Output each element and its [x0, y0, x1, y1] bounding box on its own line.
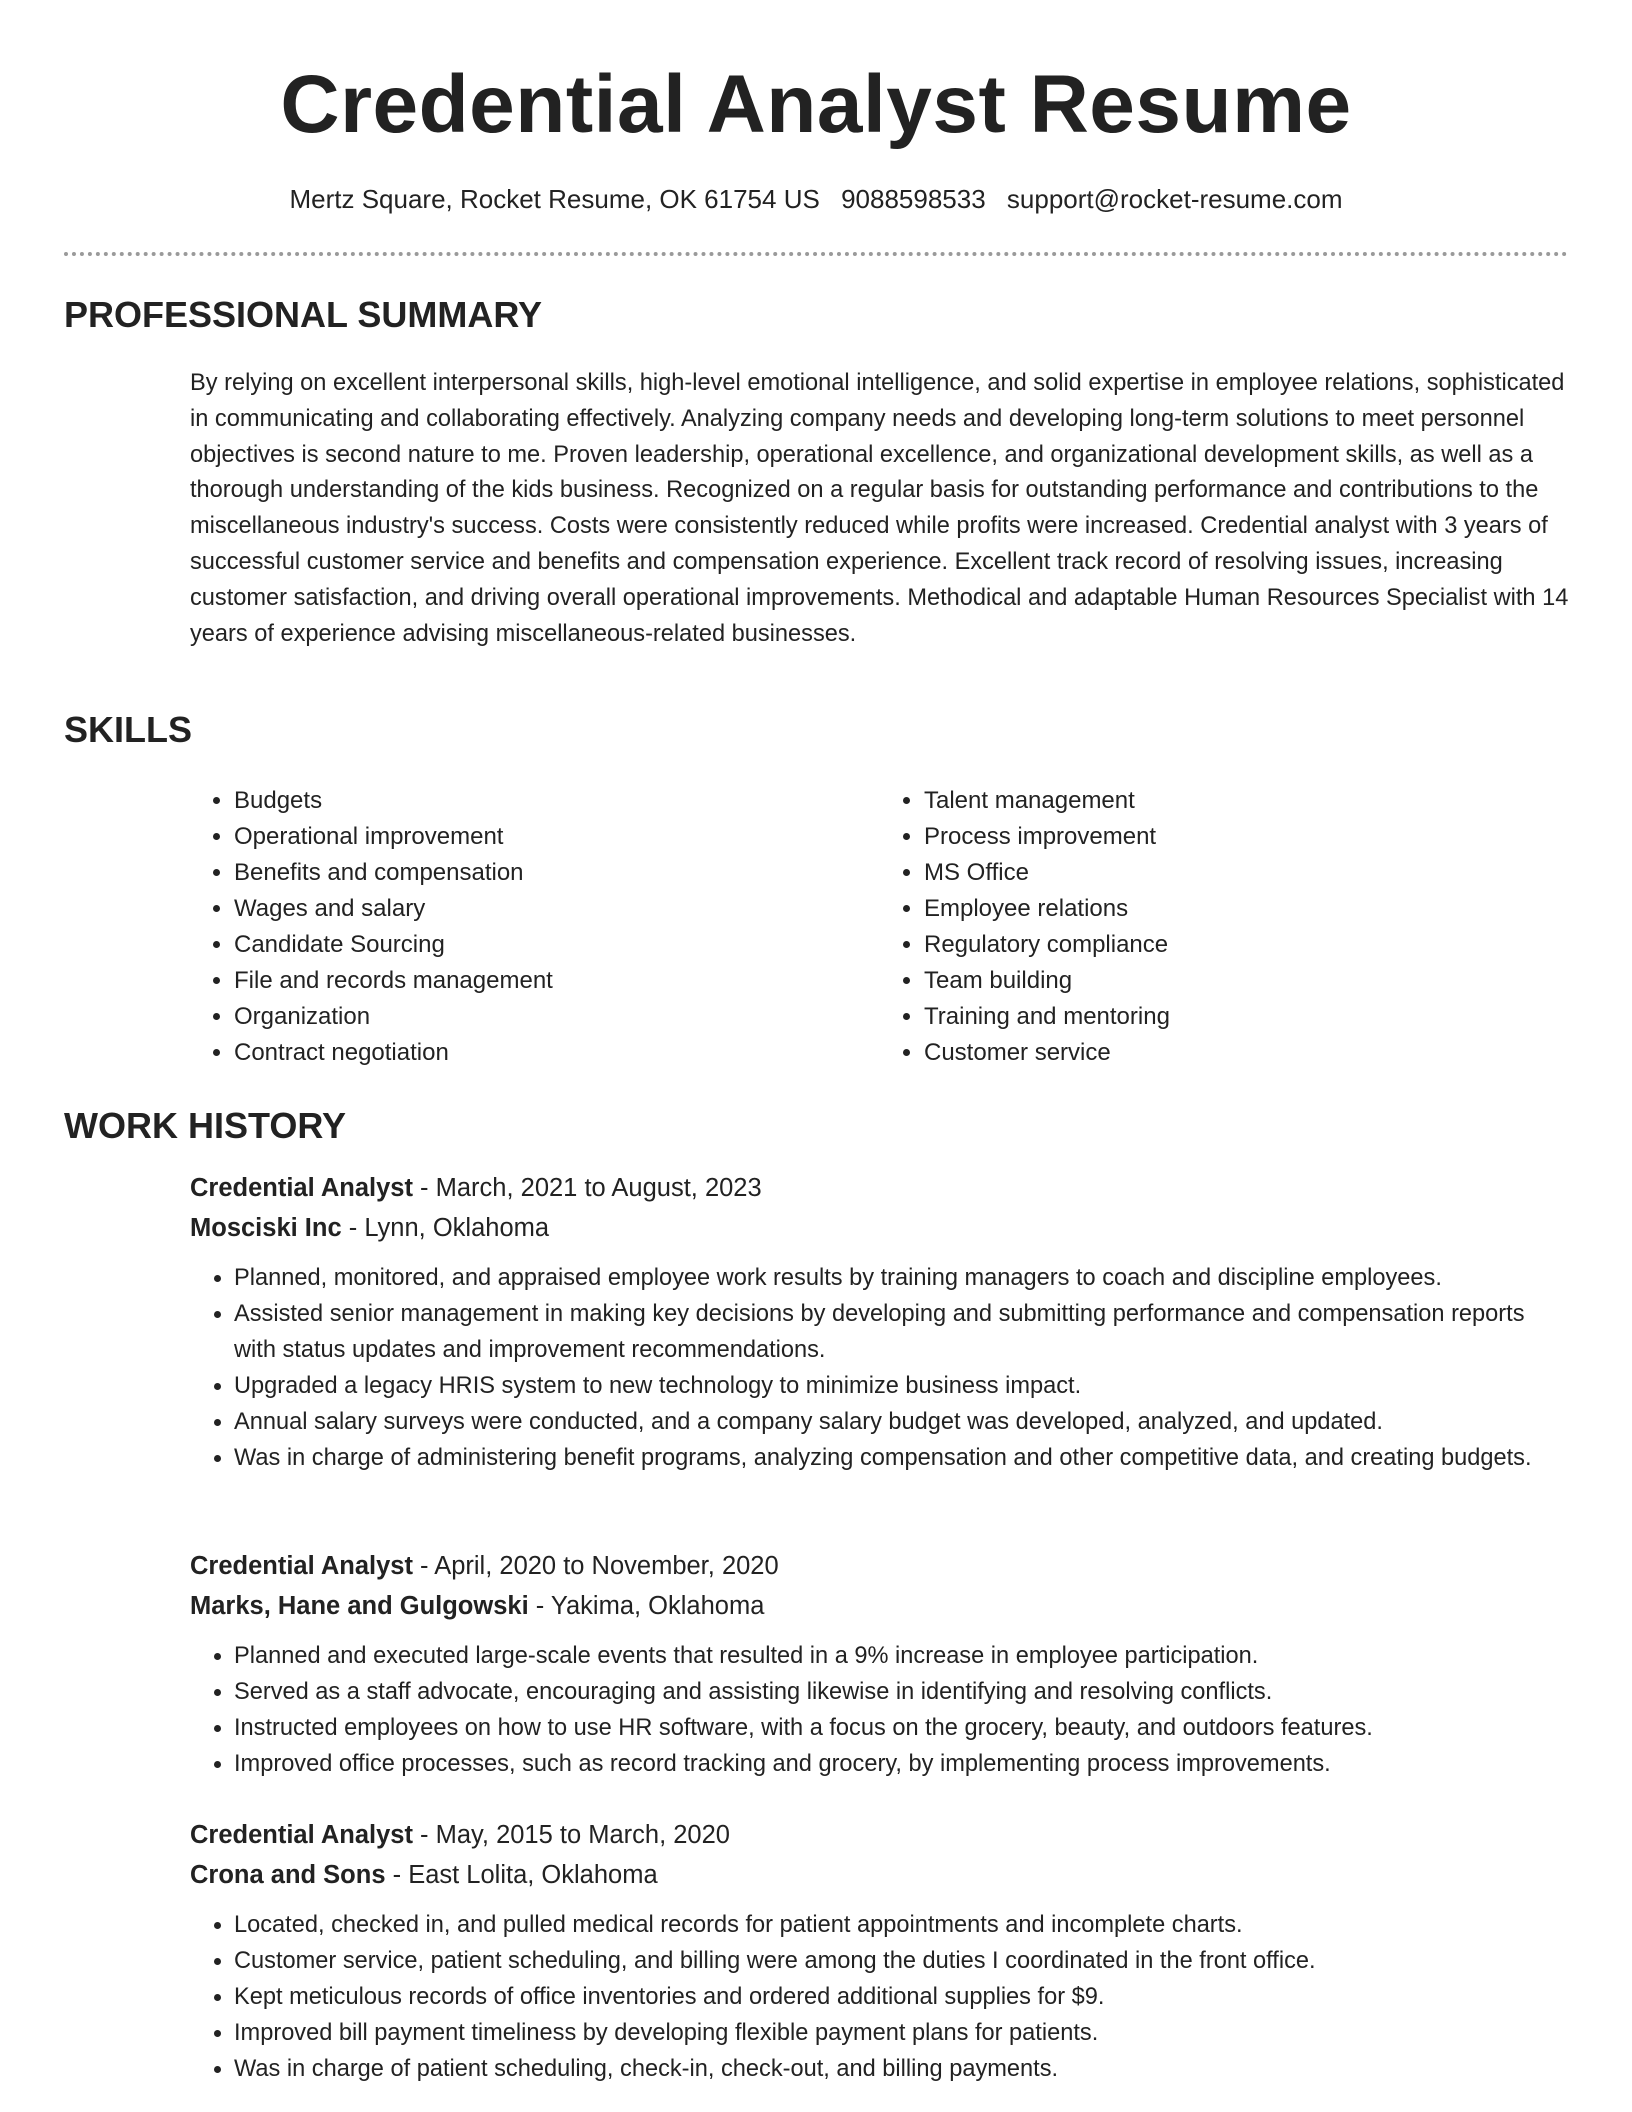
skill-item: • Benefits and compensation: [234, 855, 880, 891]
job-bullet: • Customer service, patient scheduling, and billing were among the duties I coordinated in the front office.: [234, 1943, 1570, 1979]
skills-column-right: [880, 783, 1570, 1071]
job-entry: [190, 1546, 1570, 1782]
job-bullet: • Was in charge of administering benefit programs, analyzing compensation and other competitive data, and creating budgets.: [234, 1440, 1570, 1476]
job-company: Crona and Sons: [190, 1861, 386, 1889]
skill-item: • Candidate Sourcing: [234, 927, 880, 963]
job-bullet: • Assisted senior management in making key decisions by developing and submitting performance and compensation reports with status updates and improvement recommendations.: [234, 1296, 1570, 1368]
job-bullet: • Improved office processes, such as record tracking and grocery, by implementing process improvements.: [234, 1746, 1570, 1782]
skill-item: • Organization: [234, 999, 880, 1035]
job-title: Credential Analyst: [190, 1552, 413, 1580]
skill-item: • Customer service: [924, 1035, 1570, 1071]
job-location: - East Lolita, Oklahoma: [385, 1861, 658, 1889]
job-bullet: • Kept meticulous records of office inventories and ordered additional supplies for $9.: [234, 1979, 1570, 2015]
skill-item: • Operational improvement: [234, 819, 880, 855]
header-divider: [64, 252, 1568, 256]
job-company-line: [190, 1586, 1570, 1626]
skill-item: • Training and mentoring: [924, 999, 1570, 1035]
skill-item: • Talent management: [924, 783, 1570, 819]
job-dates: - May, 2015 to March, 2020: [412, 1821, 730, 1849]
contact-phone: 9088598533: [841, 184, 986, 214]
job-bullet: • Upgraded a legacy HRIS system to new technology to minimize business impact.: [234, 1368, 1570, 1404]
job-bullet: • Served as a staff advocate, encouraging and assisting likewise in identifying and resolving conflicts.: [234, 1674, 1570, 1710]
summary-heading: PROFESSIONAL SUMMARY: [64, 294, 543, 335]
job-company-line: [190, 1208, 1570, 1248]
job-bullet: • Improved bill payment timeliness by developing flexible payment plans for patients.: [234, 2015, 1570, 2051]
resume-title: Credential Analyst Resume: [280, 59, 1352, 150]
contact-email: support@rocket-resume.com: [1006, 184, 1343, 214]
job-title-line: [190, 1168, 1570, 1208]
job-bullet: • Instructed employees on how to use HR software, with a focus on the grocery, beauty, and outdoors features.: [234, 1710, 1570, 1746]
skill-item: • Process improvement: [924, 819, 1570, 855]
job-bullet: • Planned and executed large-scale events that resulted in a 9% increase in employee participation.: [234, 1638, 1570, 1674]
job-bullet: • Was in charge of patient scheduling, check-in, check-out, and billing payments.: [234, 2051, 1570, 2087]
skill-item: • Wages and salary: [234, 891, 880, 927]
skills-list: [190, 783, 1570, 1071]
job-dates: - April, 2020 to November, 2020: [412, 1552, 779, 1580]
job-entry: [190, 1815, 1570, 2087]
skill-item: • Team building: [924, 963, 1570, 999]
job-bullets: [190, 1260, 1570, 1476]
job-company: Mosciski Inc: [190, 1214, 342, 1242]
skill-item: • Budgets: [234, 783, 880, 819]
skill-item: • File and records management: [234, 963, 880, 999]
job-dates: - March, 2021 to August, 2023: [412, 1174, 762, 1202]
job-title-line: [190, 1546, 1570, 1586]
job-bullet: • Located, checked in, and pulled medical records for patient appointments and incomplete charts.: [234, 1907, 1570, 1943]
skills-column-left: [190, 783, 880, 1071]
skill-item: • Contract negotiation: [234, 1035, 880, 1071]
job-bullet: • Planned, monitored, and appraised employee work results by training managers to coach and discipline employees.: [234, 1260, 1570, 1296]
job-company-line: [190, 1855, 1570, 1895]
contact-address: Mertz Square, Rocket Resume, OK 61754 US: [289, 184, 820, 214]
job-title: Credential Analyst: [190, 1174, 413, 1202]
job-title: Credential Analyst: [190, 1821, 413, 1849]
job-entry: [190, 1168, 1570, 1476]
job-bullets: [190, 1638, 1570, 1782]
job-bullet: • Annual salary surveys were conducted, and a company salary budget was developed, analyzed, and updated.: [234, 1404, 1570, 1440]
skill-item: • MS Office: [924, 855, 1570, 891]
work-history-heading: WORK HISTORY: [64, 1105, 347, 1146]
summary-text: By relying on excellent interpersonal skills, high-level emotional intelligence, and solid expertise in employee relations, sophisticated in communicating and collaborating effectively. Analyzing company needs and developing long-term solutions to meet personnel objectives is second nature to me. Proven leadership, operational excellence, and organizational development skills, as well as a thorough understanding of the kids business. Recognized on a regular basis for outstanding performance and contributions to the miscellaneous industry's success. Costs were consistently reduced while profits were increased. Credential analyst with 3 years of successful customer service and benefits and compensation experience. Excellent track record of resolving issues, increasing customer satisfaction, and driving overall operational improvements. Methodical and adaptable Human Resources Specialist with 14 years of experience advising miscellaneous-related businesses.: [190, 370, 1569, 647]
skill-item: • Regulatory compliance: [924, 927, 1570, 963]
contact-line: [0, 184, 1632, 215]
skills-heading: SKILLS: [64, 709, 193, 750]
job-location: - Yakima, Oklahoma: [528, 1592, 765, 1620]
job-location: - Lynn, Oklahoma: [341, 1214, 550, 1242]
job-title-line: [190, 1815, 1570, 1855]
skill-item: • Employee relations: [924, 891, 1570, 927]
job-company: Marks, Hane and Gulgowski: [190, 1592, 529, 1620]
job-bullets: [190, 1907, 1570, 2087]
